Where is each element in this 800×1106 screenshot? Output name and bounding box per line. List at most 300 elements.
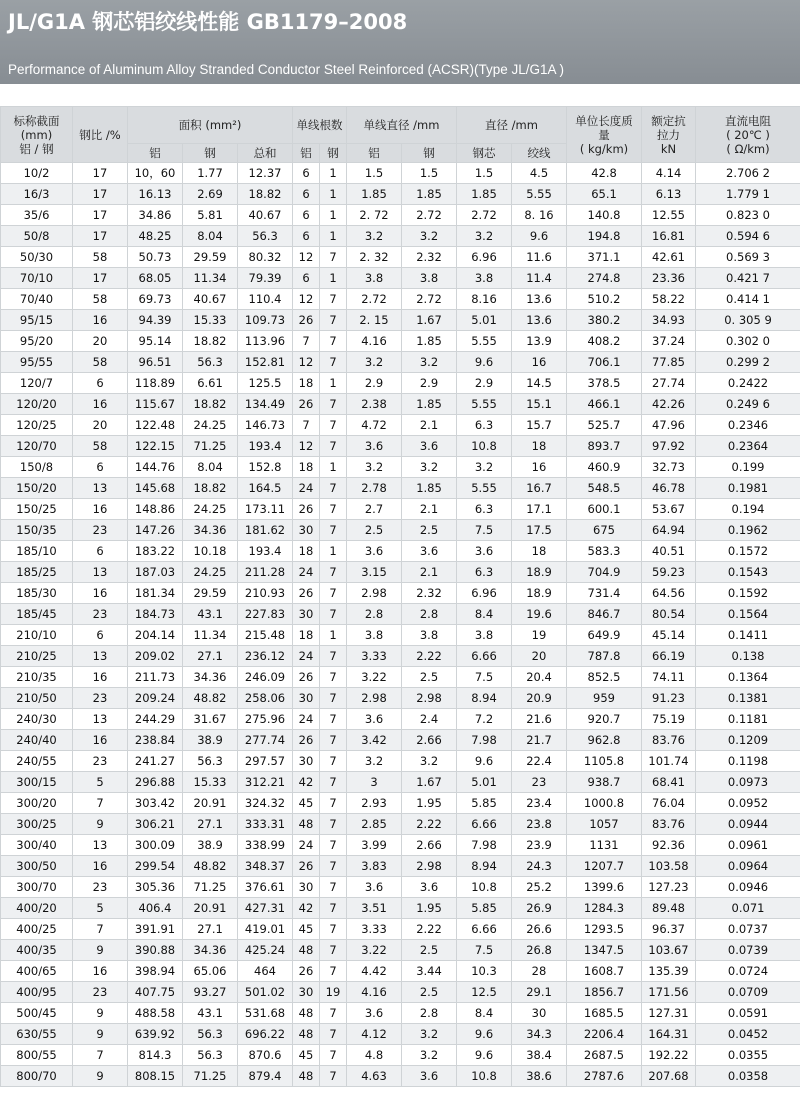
table-cell: 43.1 (183, 1003, 238, 1024)
table-row (1, 793, 800, 814)
table-cell: 0.1364 (696, 667, 800, 688)
table-cell: 18 (293, 541, 320, 562)
table-cell: 0.0944 (696, 814, 800, 835)
table-cell: 21.6 (512, 709, 567, 730)
table-cell: 210/25 (1, 646, 73, 667)
table-cell: 1 (320, 457, 347, 478)
table-cell: 1284.3 (567, 898, 642, 919)
table-cell: 1.85 (457, 184, 512, 205)
table-cell: 390.88 (128, 940, 183, 961)
table-cell: 7 (320, 394, 347, 415)
table-cell: 0.199 (696, 457, 800, 478)
table-row (1, 856, 800, 877)
table-cell: 16 (73, 310, 128, 331)
header-diameter: 直径 /mm (457, 107, 567, 144)
table-cell: 2.7 (347, 499, 402, 520)
table-cell: 17.1 (512, 499, 567, 520)
table-row (1, 331, 800, 352)
table-cell: 3.8 (347, 268, 402, 289)
table-cell: 1.85 (402, 478, 457, 499)
table-cell: 109.73 (238, 310, 293, 331)
table-cell: 48.82 (183, 688, 238, 709)
table-cell: 77.85 (642, 352, 696, 373)
table-cell: 16 (73, 856, 128, 877)
table-cell: 23.4 (512, 793, 567, 814)
table-cell: 419.01 (238, 919, 293, 940)
table-cell: 29.59 (183, 247, 238, 268)
table-row (1, 520, 800, 541)
table-cell: 16 (73, 499, 128, 520)
table-cell: 2. 15 (347, 310, 402, 331)
table-cell: 3.6 (402, 541, 457, 562)
table-cell: 300.09 (128, 835, 183, 856)
table-cell: 152.81 (238, 352, 293, 373)
page-title: JL/G1A 钢芯铝绞线性能 GB1179–2008 (8, 10, 408, 34)
table-cell: 5.55 (457, 478, 512, 499)
table-cell: 3.8 (347, 625, 402, 646)
table-cell: 95.14 (128, 331, 183, 352)
table-cell: 3.6 (347, 709, 402, 730)
table-cell: 30 (293, 520, 320, 541)
table-cell: 8.94 (457, 688, 512, 709)
table-cell: 3.42 (347, 730, 402, 751)
table-cell: 30 (293, 751, 320, 772)
table-cell: 0.1209 (696, 730, 800, 751)
table-cell: 1.67 (402, 310, 457, 331)
table-cell: 0.1411 (696, 625, 800, 646)
table-cell: 28 (512, 961, 567, 982)
table-cell: 1.77 (183, 163, 238, 184)
table-cell: 120/70 (1, 436, 73, 457)
table-cell: 2.72 (402, 289, 457, 310)
table-cell: 20.4 (512, 667, 567, 688)
table-cell: 34.36 (183, 667, 238, 688)
table-cell: 16/3 (1, 184, 73, 205)
table-cell: 6.13 (642, 184, 696, 205)
table-cell: 3.8 (457, 625, 512, 646)
table-cell: 10/2 (1, 163, 73, 184)
table-cell: 9.6 (457, 1024, 512, 1045)
table-cell: 7 (320, 793, 347, 814)
table-cell: 11.4 (512, 268, 567, 289)
table-cell: 6 (293, 205, 320, 226)
table-cell: 68.41 (642, 772, 696, 793)
table-cell: 3.2 (347, 457, 402, 478)
table-cell: 7.5 (457, 940, 512, 961)
table-cell: 164.31 (642, 1024, 696, 1045)
table-cell: 18.82 (183, 331, 238, 352)
table-cell: 7 (320, 940, 347, 961)
table-cell: 0.2422 (696, 373, 800, 394)
table-cell: 110.4 (238, 289, 293, 310)
table-cell: 16 (512, 457, 567, 478)
subheader-count-al: 铝 (293, 144, 320, 163)
table-cell: 2.66 (402, 730, 457, 751)
table-cell: 4.8 (347, 1045, 402, 1066)
table-cell: 10.8 (457, 877, 512, 898)
table-row (1, 772, 800, 793)
table-cell: 1 (320, 541, 347, 562)
table-cell: 305.36 (128, 877, 183, 898)
table-cell: 6.96 (457, 247, 512, 268)
table-row (1, 604, 800, 625)
header-section-line2: (mm) (20, 127, 53, 142)
table-cell: 3.15 (347, 562, 402, 583)
table-cell: 13.6 (512, 289, 567, 310)
table-cell: 4.72 (347, 415, 402, 436)
table-cell: 140.8 (567, 205, 642, 226)
table-cell: 18 (293, 373, 320, 394)
table-cell: 0.0358 (696, 1066, 800, 1087)
table-cell: 300/70 (1, 877, 73, 898)
table-cell: 258.06 (238, 688, 293, 709)
table-cell: 20.91 (183, 898, 238, 919)
table-cell: 23 (73, 604, 128, 625)
table-row (1, 583, 800, 604)
table-cell: 29.1 (512, 982, 567, 1003)
table-cell: 376.61 (238, 877, 293, 898)
table-cell: 400/25 (1, 919, 73, 940)
table-cell: 0.0973 (696, 772, 800, 793)
table-cell: 731.4 (567, 583, 642, 604)
table-cell: 56.3 (183, 352, 238, 373)
table-cell: 58.22 (642, 289, 696, 310)
table-cell: 45 (293, 793, 320, 814)
table-cell: 846.7 (567, 604, 642, 625)
table-cell: 6.3 (457, 499, 512, 520)
table-cell: 18 (293, 457, 320, 478)
table-cell: 460.9 (567, 457, 642, 478)
table-cell: 40.51 (642, 541, 696, 562)
table-cell: 1131 (567, 835, 642, 856)
table-cell: 0.594 6 (696, 226, 800, 247)
table-cell: 13 (73, 709, 128, 730)
table-cell: 70/10 (1, 268, 73, 289)
table-cell: 18 (293, 625, 320, 646)
table-cell: 96.37 (642, 919, 696, 940)
table-cell: 2.32 (402, 247, 457, 268)
table-cell: 12 (293, 247, 320, 268)
table-cell: 7 (320, 1003, 347, 1024)
table-cell: 306.21 (128, 814, 183, 835)
table-cell: 9.6 (512, 226, 567, 247)
table-cell: 26 (293, 394, 320, 415)
table-row (1, 688, 800, 709)
table-cell: 0.2364 (696, 436, 800, 457)
header-mass-line1: 单位长度质 (575, 113, 633, 128)
table-cell: 171.56 (642, 982, 696, 1003)
table-cell: 1856.7 (567, 982, 642, 1003)
table-row (1, 730, 800, 751)
table-cell: 27.1 (183, 646, 238, 667)
table-cell: 26 (293, 583, 320, 604)
table-cell: 244.29 (128, 709, 183, 730)
table-cell: 2.5 (347, 520, 402, 541)
table-row (1, 1003, 800, 1024)
table-cell: 207.68 (642, 1066, 696, 1087)
table-cell: 3.22 (347, 667, 402, 688)
table-cell: 920.7 (567, 709, 642, 730)
table-cell: 48.82 (183, 856, 238, 877)
table-cell: 2.38 (347, 394, 402, 415)
table-cell: 1399.6 (567, 877, 642, 898)
table-cell: 31.67 (183, 709, 238, 730)
table-cell: 391.91 (128, 919, 183, 940)
table-cell: 8.16 (457, 289, 512, 310)
table-cell: 3.6 (402, 436, 457, 457)
table-cell: 122.48 (128, 415, 183, 436)
table-row (1, 1045, 800, 1066)
table-cell: 500/45 (1, 1003, 73, 1024)
table-cell: 11.34 (183, 625, 238, 646)
table-cell: 7 (320, 562, 347, 583)
table-cell: 959 (567, 688, 642, 709)
table-cell: 7 (320, 1024, 347, 1045)
table-cell: 185/25 (1, 562, 73, 583)
table-cell: 22.4 (512, 751, 567, 772)
table-cell: 300/15 (1, 772, 73, 793)
table-cell: 2.9 (347, 373, 402, 394)
table-cell: 17 (73, 205, 128, 226)
table-row (1, 352, 800, 373)
table-cell: 425.24 (238, 940, 293, 961)
subheader-area-total: 总和 (238, 144, 293, 163)
table-cell: 43.1 (183, 604, 238, 625)
table-cell: 2.85 (347, 814, 402, 835)
table-cell: 0.138 (696, 646, 800, 667)
table-cell: 5.55 (512, 184, 567, 205)
table-cell: 13 (73, 646, 128, 667)
table-cell: 150/35 (1, 520, 73, 541)
table-cell: 209.02 (128, 646, 183, 667)
table-cell: 1.95 (402, 793, 457, 814)
table-cell: 852.5 (567, 667, 642, 688)
table-cell: 1.85 (402, 331, 457, 352)
table-cell: 1 (320, 268, 347, 289)
table-cell: 240/40 (1, 730, 73, 751)
table-cell: 0.1381 (696, 688, 800, 709)
table-cell: 59.23 (642, 562, 696, 583)
table-cell: 80.32 (238, 247, 293, 268)
table-cell: 192.22 (642, 1045, 696, 1066)
table-cell: 47.96 (642, 415, 696, 436)
table-cell: 75.19 (642, 709, 696, 730)
table-cell: 400/20 (1, 898, 73, 919)
table-cell: 8.94 (457, 856, 512, 877)
table-cell: 16.13 (128, 184, 183, 205)
header-mass-line2: 量 (598, 127, 610, 142)
table-cell: 150/8 (1, 457, 73, 478)
table-cell: 3.2 (402, 751, 457, 772)
table-cell: 0.1564 (696, 604, 800, 625)
table-cell: 3.6 (347, 877, 402, 898)
table-cell: 649.9 (567, 625, 642, 646)
table-cell: 9 (73, 814, 128, 835)
table-cell: 2.72 (347, 289, 402, 310)
table-cell: 58 (73, 436, 128, 457)
table-cell: 378.5 (567, 373, 642, 394)
table-cell: 40.67 (183, 289, 238, 310)
table-cell: 7 (320, 772, 347, 793)
table-cell: 23 (512, 772, 567, 793)
table-cell: 0.0952 (696, 793, 800, 814)
table-cell: 91.23 (642, 688, 696, 709)
table-cell: 0.0724 (696, 961, 800, 982)
table-cell: 24 (293, 835, 320, 856)
table-cell: 7 (73, 793, 128, 814)
table-cell: 215.48 (238, 625, 293, 646)
table-cell: 4.5 (512, 163, 567, 184)
table-cell: 583.3 (567, 541, 642, 562)
table-cell: 398.94 (128, 961, 183, 982)
table-cell: 1057 (567, 814, 642, 835)
table-cell: 17 (73, 226, 128, 247)
table-cell: 0.1181 (696, 709, 800, 730)
table-body (1, 163, 800, 1087)
table-cell: 1.85 (402, 184, 457, 205)
table-cell: 97.92 (642, 436, 696, 457)
table-row (1, 394, 800, 415)
table-cell: 65.1 (567, 184, 642, 205)
table-row (1, 919, 800, 940)
table-row (1, 478, 800, 499)
table-cell: 2. 32 (347, 247, 402, 268)
table-cell: 7 (320, 835, 347, 856)
table-cell: 7 (320, 667, 347, 688)
table-cell: 93.27 (183, 982, 238, 1003)
table-cell: 23.9 (512, 835, 567, 856)
table-cell: 18 (512, 436, 567, 457)
table-cell: 7 (320, 604, 347, 625)
table-cell: 0.1592 (696, 583, 800, 604)
table-cell: 76.04 (642, 793, 696, 814)
table-cell: 1 (320, 205, 347, 226)
table-cell: 58 (73, 352, 128, 373)
table-cell: 71.25 (183, 1066, 238, 1087)
table-cell: 30 (293, 877, 320, 898)
table-cell: 3.33 (347, 646, 402, 667)
table-cell: 50.73 (128, 247, 183, 268)
table-cell: 118.89 (128, 373, 183, 394)
table-cell: 18.82 (183, 478, 238, 499)
table-cell: 7 (73, 1045, 128, 1066)
header-section-line3: 铝 / 钢 (19, 141, 54, 156)
table-cell: 3.99 (347, 835, 402, 856)
table-cell: 66.19 (642, 646, 696, 667)
table-row (1, 562, 800, 583)
table-row (1, 940, 800, 961)
table-cell: 2.22 (402, 646, 457, 667)
table-cell: 23 (73, 982, 128, 1003)
table-cell: 2.93 (347, 793, 402, 814)
table-cell: 0. 305 9 (696, 310, 800, 331)
table-cell: 1685.5 (567, 1003, 642, 1024)
table-cell: 236.12 (238, 646, 293, 667)
table-cell: 3.6 (402, 877, 457, 898)
table-cell: 12 (293, 289, 320, 310)
table-cell: 16 (512, 352, 567, 373)
table-cell: 17 (73, 184, 128, 205)
table-cell: 193.4 (238, 436, 293, 457)
performance-table (0, 106, 800, 1087)
table-cell: 501.02 (238, 982, 293, 1003)
table-cell: 3.2 (402, 457, 457, 478)
table-cell: 89.48 (642, 898, 696, 919)
table-cell: 938.7 (567, 772, 642, 793)
table-cell: 24 (293, 646, 320, 667)
table-cell: 120/7 (1, 373, 73, 394)
table-cell: 210/10 (1, 625, 73, 646)
table-cell: 18.9 (512, 583, 567, 604)
table-cell: 1 (320, 163, 347, 184)
table-cell: 16 (73, 961, 128, 982)
table-cell: 58 (73, 289, 128, 310)
table-cell: 7 (320, 352, 347, 373)
table-row (1, 247, 800, 268)
subheader-count-steel: 钢 (320, 144, 347, 163)
table-cell: 7 (320, 751, 347, 772)
table-cell: 12.5 (457, 982, 512, 1003)
table-cell: 2.5 (402, 940, 457, 961)
table-cell: 9.6 (457, 1045, 512, 1066)
table-cell: 65.06 (183, 961, 238, 982)
header-resistance-line2: ( 20℃ ) (726, 127, 770, 142)
table-cell: 211.28 (238, 562, 293, 583)
table-cell: 7.98 (457, 835, 512, 856)
header-strength-line3: kN (660, 141, 677, 156)
table-cell: 787.8 (567, 646, 642, 667)
table-cell: 120/25 (1, 415, 73, 436)
table-cell: 79.39 (238, 268, 293, 289)
table-cell: 3.2 (347, 226, 402, 247)
table-cell: 2.22 (402, 919, 457, 940)
table-cell: 2.1 (402, 499, 457, 520)
table-cell: 26.8 (512, 940, 567, 961)
table-cell: 13.6 (512, 310, 567, 331)
table-cell: 7 (320, 898, 347, 919)
table-cell: 6 (73, 541, 128, 562)
table-cell: 17 (73, 268, 128, 289)
table-cell: 152.8 (238, 457, 293, 478)
table-cell: 4.42 (347, 961, 402, 982)
header-resistance-line3: ( Ω/km) (726, 141, 770, 156)
table-row (1, 1024, 800, 1045)
table-cell: 4.16 (347, 982, 402, 1003)
table-cell: 9.6 (457, 751, 512, 772)
table-cell: 16 (73, 730, 128, 751)
table-cell: 324.32 (238, 793, 293, 814)
table-cell: 12 (293, 352, 320, 373)
table-cell: 83.76 (642, 814, 696, 835)
table-row (1, 625, 800, 646)
table-cell: 56.3 (238, 226, 293, 247)
table-cell: 20 (512, 646, 567, 667)
table-cell: 18.82 (183, 394, 238, 415)
table-cell: 3.33 (347, 919, 402, 940)
table-cell: 9 (73, 940, 128, 961)
table-cell: 4.63 (347, 1066, 402, 1087)
table-cell: 0.421 7 (696, 268, 800, 289)
table-cell: 10.18 (183, 541, 238, 562)
table-cell: 34.36 (183, 520, 238, 541)
table-cell: 1 (320, 184, 347, 205)
table-cell: 5.01 (457, 310, 512, 331)
table-cell: 3.6 (402, 1066, 457, 1087)
table-cell: 0.414 1 (696, 289, 800, 310)
table-cell: 371.1 (567, 247, 642, 268)
table-cell: 145.68 (128, 478, 183, 499)
table-cell: 675 (567, 520, 642, 541)
